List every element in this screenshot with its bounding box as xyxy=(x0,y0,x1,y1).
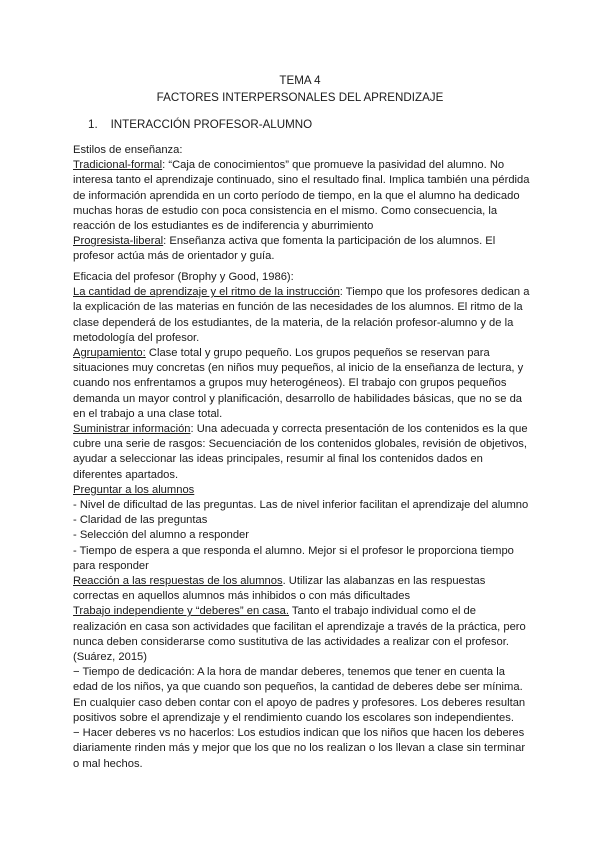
tradicional-paragraph xyxy=(73,158,531,173)
eficacia-block xyxy=(73,270,531,772)
trabajo-line: − Hacer deberes vs no hacerlos: Los estudios indican que los niños que hacen los deberes xyxy=(73,727,525,740)
reaccion-line: . Utilizar las alabanzas en las respuestas xyxy=(282,575,486,588)
trabajo-line: Tanto el trabajo individual como el de xyxy=(289,605,477,618)
eficacia-heading: Eficacia del profesor (Brophy y Good, 1986): xyxy=(73,271,294,283)
suministrar-line: : Una adecuada y correcta presentación de los contenidos es la que xyxy=(190,423,528,436)
suministrar-line: ayudar a seleccionar las ideas principales, resumir al final los contenidos dados en xyxy=(73,453,483,466)
tradicional-line: muchas horas de estudio con poca consistencia en el mismo. Como consecuencia, la xyxy=(73,204,498,217)
trabajo-line: edad de los niños, ya que cuando son pequeños, la cantidad de deberes debe ser mínima. xyxy=(73,681,523,694)
cantidad-paragraph xyxy=(73,285,531,300)
estilos-heading: Estilos de enseñanza: xyxy=(73,144,183,156)
trabajo-line: positivos sobre el aprendizaje y el rendimiento cuando los escolares son independientes. xyxy=(73,711,514,724)
cantidad-line: : Tiempo que los profesores dedican a xyxy=(339,286,530,299)
estilos-block xyxy=(73,143,531,265)
trabajo-line: − Tiempo de dedicación: A la hora de mandar deberes, tenemos que tener en cuenta la xyxy=(73,666,505,679)
agrupamiento-paragraph xyxy=(73,346,531,361)
reaccion-paragraph xyxy=(73,574,531,589)
cantidad-line: metodología del profesor. xyxy=(73,331,200,344)
agrupamiento-line: cuando nos enfrentamos a grupos muy heterogéneos). El trabajo con grupos pequeños xyxy=(73,377,507,390)
suministrar-line: cubre una serie de rasgos: Secuenciación de los contenidos globales, revisión de objetivos, xyxy=(73,438,527,451)
list-item: - Nivel de dificultad de las preguntas. Las de nivel inferior facilitan el aprendizaje del alumno xyxy=(73,499,529,512)
reaccion-term: Reacción a las respuestas de los alumnos xyxy=(73,575,283,588)
cantidad-line: clase dependerá de los estudiantes, de la materia, de la relación profesor-alumno y de la xyxy=(73,316,514,329)
trabajo-paragraph xyxy=(73,604,531,619)
tradicional-term: Tradicional-formal xyxy=(73,159,163,172)
reaccion-line: correctas en aquellos alumnos más inhibidos o con más dificultades xyxy=(73,590,411,603)
suministrar-term: Suministrar información xyxy=(73,423,191,436)
tradicional-line: : “Caja de conocimientos” que promueve la pasividad del alumno. No xyxy=(162,159,505,172)
list-item: - Claridad de las preguntas xyxy=(73,514,208,527)
tema-label: TEMA 4 xyxy=(279,74,321,87)
suministrar-paragraph xyxy=(73,422,531,437)
tradicional-line: reacción de los estudiantes es de indiferencia y aburrimiento xyxy=(73,220,374,233)
tradicional-line: interesa tanto el aprendizaje continuado, sino el resultado final. Implica también una pérdida xyxy=(73,174,530,187)
cantidad-term: La cantidad de aprendizaje y el ritmo de la instrucción xyxy=(73,286,340,299)
agrupamiento-term: Agrupamiento: xyxy=(73,347,146,360)
section-title: INTERACCIÓN PROFESOR-ALUMNO xyxy=(110,118,313,131)
trabajo-line: o mal hechos. xyxy=(73,757,143,770)
preguntar-term: Preguntar a los alumnos xyxy=(73,483,195,496)
citation: (Suárez, 2015) xyxy=(73,651,148,664)
progresista-line: profesor actúa más de orientador y guía. xyxy=(73,250,275,263)
section-number: 1. xyxy=(88,118,98,131)
agrupamiento-line: en el trabajo a una clase total. xyxy=(73,407,223,420)
section-heading xyxy=(88,116,312,133)
list-item: - Tiempo de espera a que responda el alumno. Mejor si el profesor le proporciona tiempo xyxy=(73,544,514,557)
suministrar-line: diferentes apartados. xyxy=(73,468,179,481)
trabajo-line: nunca deben considerarse como sustitutiva de las actividades a realizar con el profesor. xyxy=(73,635,509,648)
trabajo-term: Trabajo independiente y “deberes” en casa. xyxy=(73,605,290,618)
trabajo-line: En cualquier caso deben contar con el apoyo de padres y profesores. Los deberes resultan xyxy=(73,696,526,709)
progresista-term: Progresista-liberal xyxy=(73,235,164,248)
trabajo-line: diariamente rinden más y mejor que los que no los realizan o los llevan a clase sin terminar xyxy=(73,742,526,755)
page-title: FACTORES INTERPERSONALES DEL APRENDIZAJE xyxy=(156,91,444,104)
trabajo-line: realización en casa son actividades que facilitan el aprendizaje a través de la práctica, pero xyxy=(73,620,526,633)
cantidad-line: la explicación de las materias en función de las necesidades de los alumnos. El ritmo de la xyxy=(73,301,523,314)
list-item: - Selección del alumno a responder xyxy=(73,529,249,542)
list-item: para responder xyxy=(73,559,149,572)
agrupamiento-line: Clase total y grupo pequeño. Los grupos pequeños se reservan para xyxy=(145,347,490,360)
tradicional-line: de información aprendida en un corto período de tiempo, en la que el alumno ha dedicado xyxy=(73,189,520,202)
agrupamiento-line: demanda un mayor control y planificación, desarrollo de habilidades básicas, que no se da xyxy=(73,392,523,405)
progresista-paragraph xyxy=(73,234,531,249)
progresista-line: : Enseñanza activa que fomenta la participación de los alumnos. El xyxy=(163,235,496,248)
agrupamiento-line: situaciones muy concretas (en niños muy pequeños, al inicio de la enseñanza de lectura, y xyxy=(73,362,524,375)
